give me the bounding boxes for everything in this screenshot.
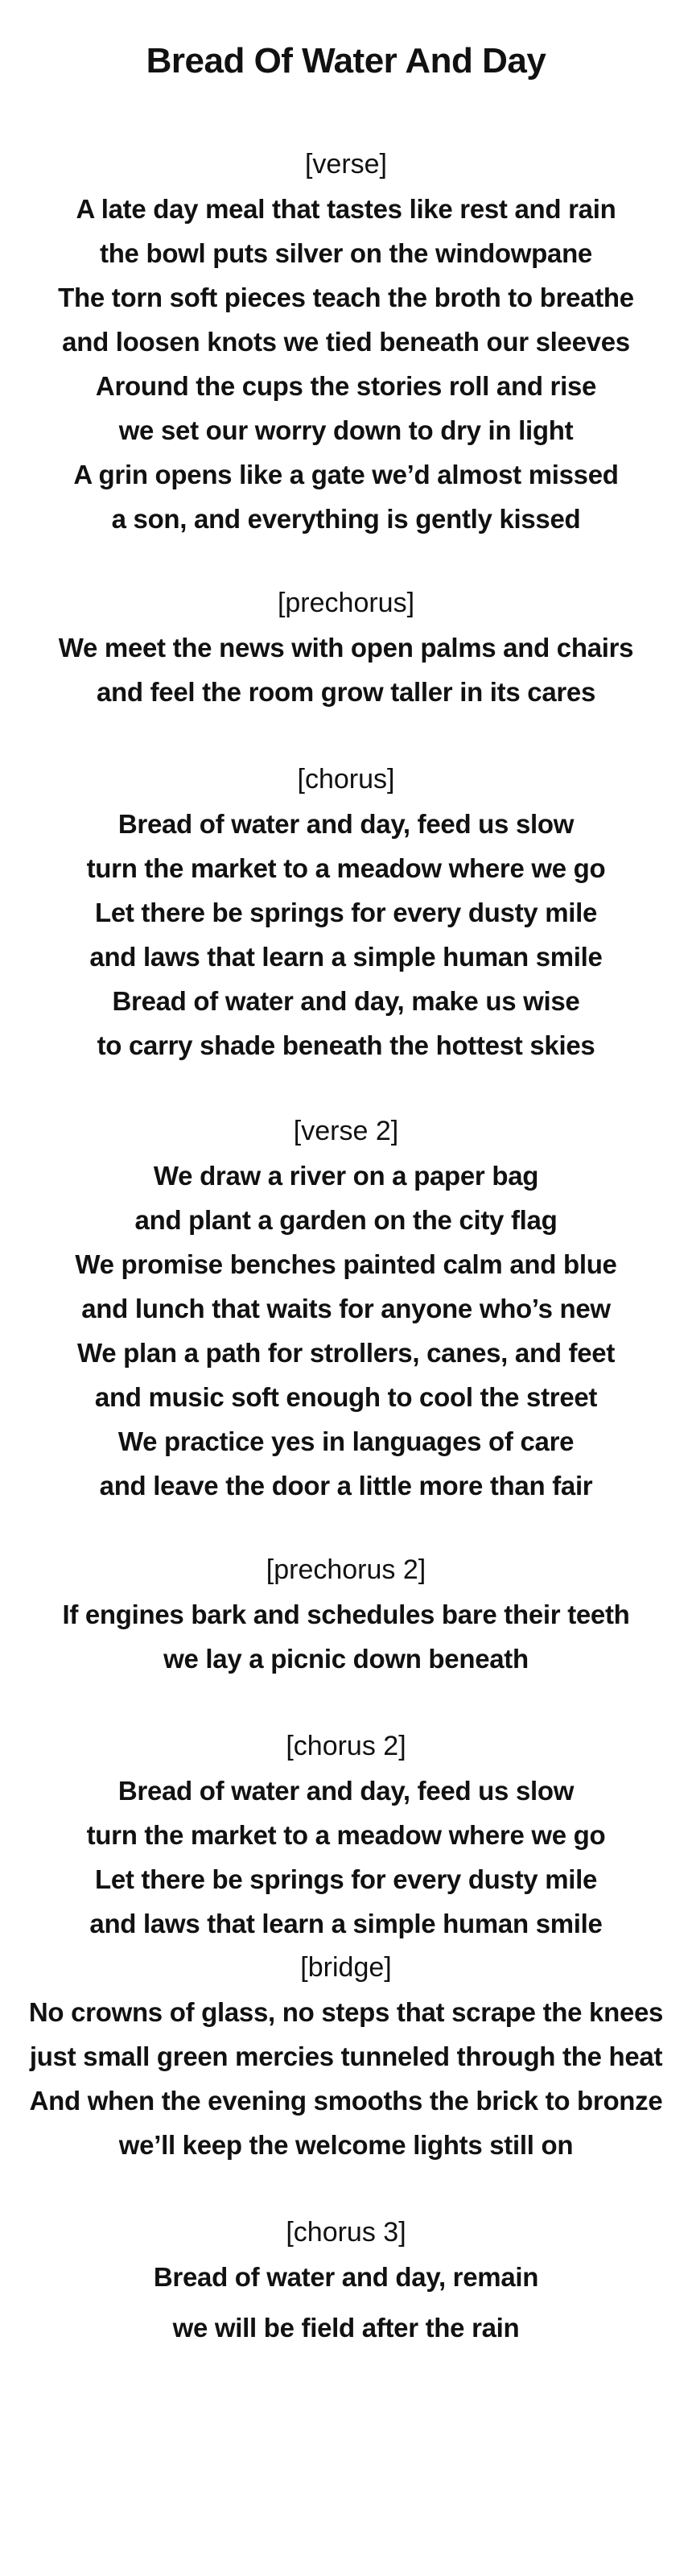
lyric-line: Bread of water and day, feed us slow <box>117 809 575 839</box>
lyric-line: we’ll keep the welcome lights still on <box>118 2130 574 2160</box>
section-verse-2 <box>0 1109 692 1508</box>
lyric-line: turn the market to a meadow where we go <box>86 853 606 883</box>
lyric-line: and feel the room grow taller in its cares <box>96 677 596 707</box>
lyric-line: Bread of water and day, remain <box>153 2262 539 2292</box>
lyric-line: A late day meal that tastes like rest and rain <box>76 194 616 224</box>
section-chorus-3 <box>0 2211 692 2350</box>
lyric-line: We promise benches painted calm and blue <box>75 1249 617 1279</box>
lyric-line: A grin opens like a gate we’d almost missed <box>73 460 619 489</box>
lyric-line: turn the market to a meadow where we go <box>86 1820 606 1850</box>
lyric-line: Bread of water and day, make us wise <box>112 986 580 1016</box>
song-title: Bread Of Water And Day <box>146 41 546 80</box>
lyric-line: If engines bark and schedules bare their teeth <box>62 1600 630 1629</box>
lyric-line: and laws that learn a simple human smile <box>89 942 603 972</box>
section-tag: [prechorus] <box>277 588 415 618</box>
lyric-line: We practice yes in languages of care <box>117 1426 575 1456</box>
lyric-line: We draw a river on a paper bag <box>153 1161 539 1191</box>
section-tag: [chorus 2] <box>286 1731 406 1761</box>
lyric-line: and loosen knots we tied beneath our sleeves <box>62 327 630 357</box>
lyric-line: and plant a garden on the city flag <box>134 1205 558 1235</box>
section-chorus <box>0 758 692 1067</box>
lyric-line: just small green mercies tunneled through the heat <box>29 2041 663 2071</box>
lyric-line: and lunch that waits for anyone who’s new <box>81 1294 611 1323</box>
lyric-line: we lay a picnic down beneath <box>163 1644 529 1674</box>
lyric-line: the bowl puts silver on the windowpane <box>100 238 592 268</box>
lyric-line: we set our worry down to dry in light <box>118 415 574 445</box>
lyric-line: We plan a path for strollers, canes, and feet <box>76 1338 616 1368</box>
section-tag: [chorus 3] <box>286 2217 406 2248</box>
lyric-line: We meet the news with open palms and chairs <box>58 633 634 663</box>
lyric-line: The torn soft pieces teach the broth to breathe <box>58 283 634 312</box>
section-tag: [verse 2] <box>293 1116 399 1146</box>
lyric-line: No crowns of glass, no steps that scrape the knees <box>28 1997 664 2027</box>
section-tag: [chorus] <box>297 764 395 795</box>
lyric-line: to carry shade beneath the hottest skies <box>97 1030 595 1060</box>
lyric-line: And when the evening smooths the brick to bronze <box>29 2086 663 2116</box>
section-verse <box>0 142 692 541</box>
lyric-line: Bread of water and day, feed us slow <box>117 1776 575 1806</box>
section-prechorus-2 <box>0 1548 692 1681</box>
lyric-line: we will be field after the rain <box>172 2313 520 2343</box>
lyric-line: Let there be springs for every dusty mile <box>94 1864 598 1894</box>
lyric-line: and leave the door a little more than fair <box>99 1471 593 1501</box>
section-prechorus <box>0 581 692 714</box>
lyric-line: Let there be springs for every dusty mile <box>94 898 598 927</box>
section-tag: [verse] <box>304 149 388 180</box>
section-chorus-2 <box>0 1724 692 1946</box>
section-tag: [bridge] <box>300 1952 392 1983</box>
lyric-line: a son, and everything is gently kissed <box>111 504 581 534</box>
lyric-line: Around the cups the stories roll and rise <box>95 371 597 401</box>
lyric-line: and music soft enough to cool the street <box>94 1382 598 1412</box>
section-bridge <box>0 1946 692 2167</box>
section-tag: [prechorus 2] <box>266 1554 426 1585</box>
lyric-line: and laws that learn a simple human smile <box>89 1909 603 1938</box>
